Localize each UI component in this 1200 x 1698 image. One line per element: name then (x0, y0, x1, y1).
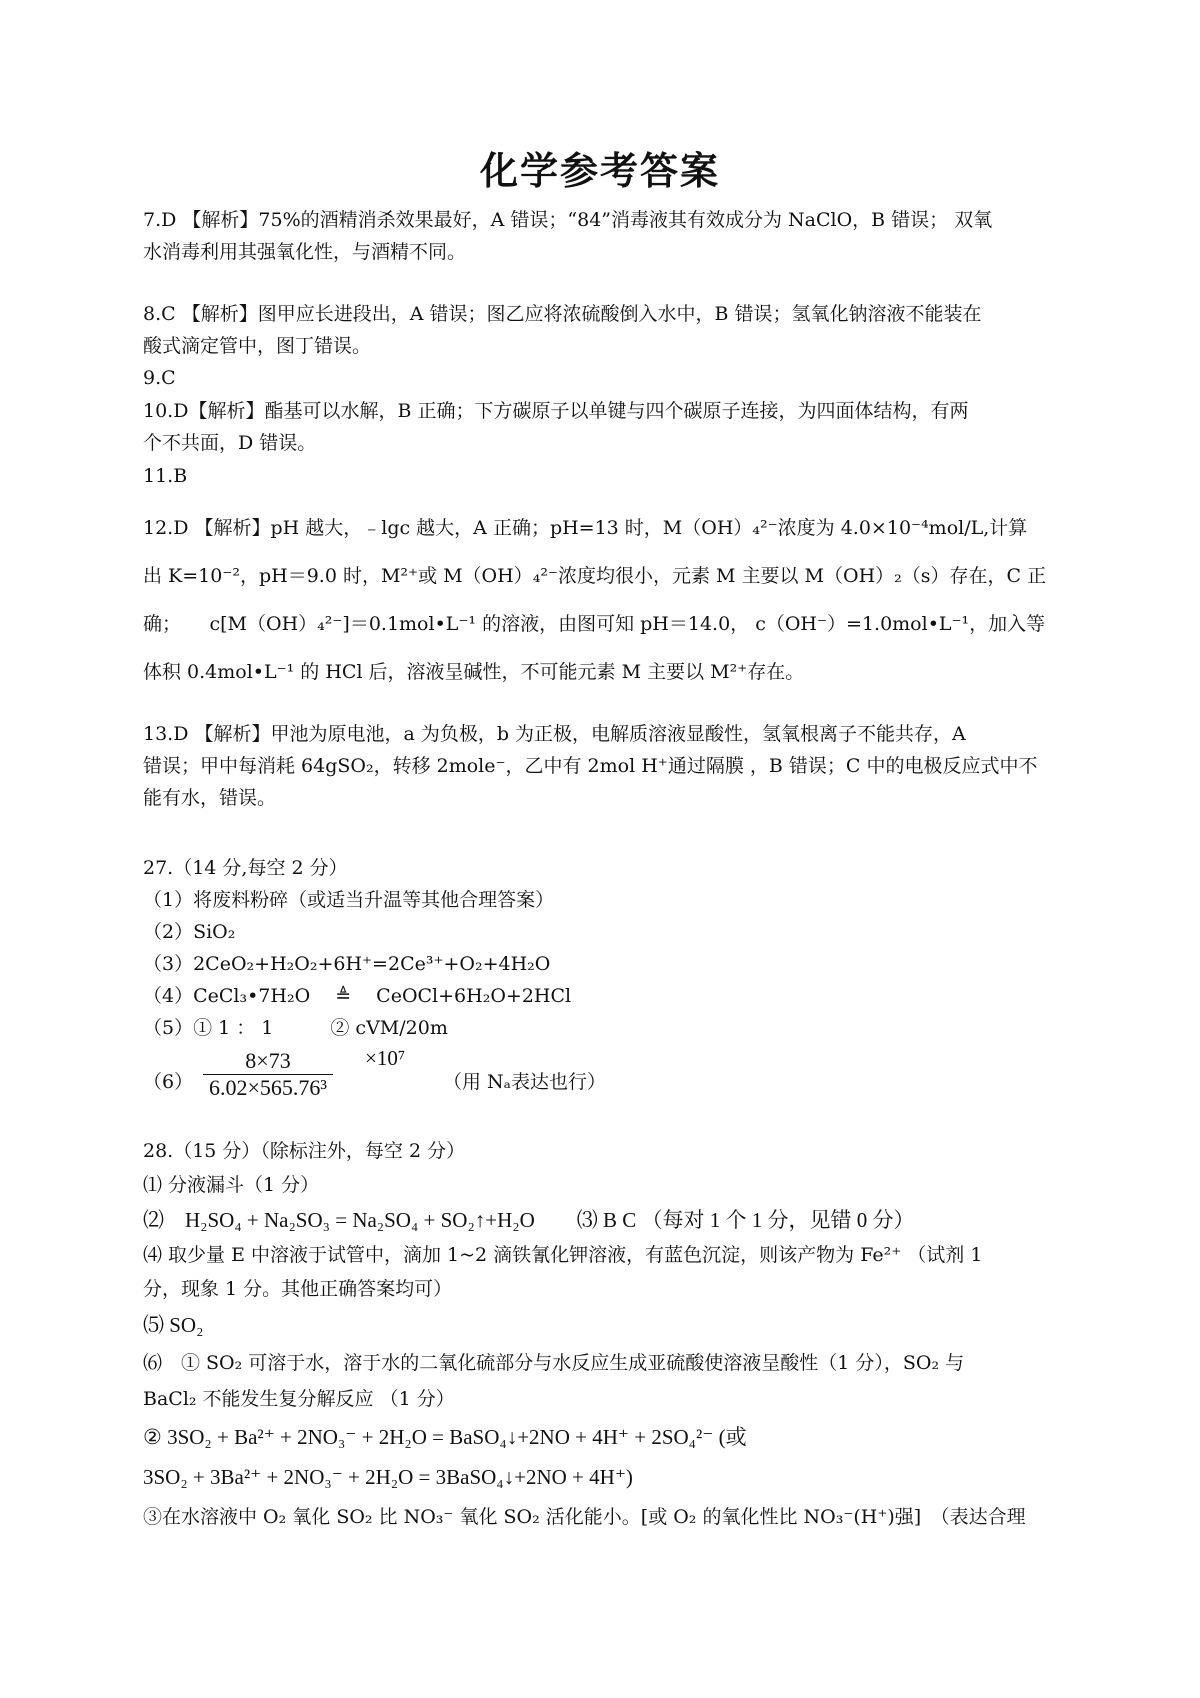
answer-11-line: 11.B (143, 465, 188, 487)
answer-28-part-6-line-5: ③在水溶液中 O₂ 氧化 SO₂ 比 NO₃⁻ 氧化 SO₂ 活化能小。[或 O₂ 的氧化性比 NO₃⁻(H⁺)强] （表达合理 (143, 1506, 1026, 1528)
answer-27-part-3: （3）2CeO₂+H₂O₂+6H⁺=2Ce³⁺+O₂+4H₂O (143, 953, 551, 975)
answer-28 (143, 1134, 1063, 1538)
answer-12-line-3: 确； c[M（OH）₄²⁻]＝0.1mol•L⁻¹ 的溶液，由图可知 pH＝14.0， c（OH⁻）=1.0mol•L⁻¹，加入等 (143, 613, 1046, 635)
answer-27-part-6 (143, 1044, 1063, 1110)
answer-8 (143, 298, 1063, 362)
fraction-denominator: 6.02×565.76³ (203, 1074, 333, 1101)
page-title: 化学参考答案 (479, 148, 720, 193)
answer-27-header: 27.（14 分,每空 2 分） (143, 857, 348, 879)
answer-28-part-1: ⑴ 分液漏斗（1 分） (143, 1174, 320, 1196)
answer-12-line-1: 12.D 【解析】pH 越大，﹣lgc 越大，A 正确；pH=13 时，M（OH）₄²⁻浓度为 4.0×10⁻⁴mol/L,计算 (143, 517, 1028, 539)
answer-27-part-2: （2）SiO₂ (143, 921, 236, 943)
answer-7-line-2: 水消毒利用其强氧化性，与酒精不同。 (143, 241, 467, 263)
answer-8-line-1: 8.C 【解析】图甲应长进段出，A 错误；图乙应将浓硫酸倒入水中，B 错误；氢氧化钠溶液不能装在 (143, 303, 982, 325)
answer-28-part-2-3: ⑵ H₂SO₄ + Na₂SO₃ = Na₂SO₄ + SO₂↑+H₂O ⑶ B C （每对 1 个 1 分，见错 0 分） (143, 1208, 915, 1232)
answer-10-line-2: 个不共面，D 错误。 (143, 432, 317, 454)
answer-7 (143, 204, 1063, 268)
answer-9 (143, 362, 1063, 394)
answer-13-line-1: 13.D 【解析】甲池为原电池，a 为负极，b 为正极，电解质溶液显酸性，氢氧根离子不能共存，A (143, 723, 966, 745)
answer-27-fraction (203, 1048, 333, 1101)
answer-28-header: 28.（15 分）（除标注外，每空 2 分） (143, 1140, 466, 1162)
answer-27-part-4: （4）CeCl₃•7H₂O ≜ CeOCl+6H₂O+2HCl (143, 985, 572, 1007)
answer-8-line-2: 酸式滴定管中，图丁错误。 (143, 335, 372, 357)
answer-27-part-5: （5）① 1 ： 1 ② cVM/20m (143, 1017, 448, 1039)
answer-12 (143, 504, 1063, 696)
answer-27-part-6-label: （6） (143, 1071, 194, 1093)
answer-13 (143, 718, 1063, 814)
answer-11 (143, 460, 1063, 492)
answer-28-part-4-line-1: ⑷ 取少量 E 中溶液于试管中，滴加 1~2 滴铁氰化钾溶液，有蓝色沉淀，则该产物为 Fe²⁺ （试剂 1 (143, 1244, 983, 1266)
answer-28-part-6-line-3: ② 3SO₂ + Ba²⁺ + 2NO₃⁻ + 2H₂O = BaSO₄↓+2NO + 4H⁺ + 2SO₄²⁻ (或 (143, 1425, 747, 1449)
answer-9-line: 9.C (143, 367, 176, 389)
answer-27-multiplier: ×10⁷ (365, 1046, 406, 1070)
answer-10-line-1: 10.D【解析】酯基可以水解，B 正确；下方碳原子以单键与四个碳原子连接，为四面体结构，有两 (143, 400, 969, 422)
answer-27-part-1: （1）将废料粉碎（或适当升温等其他合理答案） (143, 889, 555, 911)
answer-28-part-6-line-1: ⑹ ① SO₂ 可溶于水，溶于水的二氧化硫部分与水反应生成亚硫酸使溶液呈酸性（1 分），SO₂ 与 (143, 1352, 965, 1374)
fraction-numerator: 8×73 (245, 1048, 291, 1073)
answer-28-part-6-line-4: 3SO₂ + 3Ba²⁺ + 2NO₃⁻ + 2H₂O = 3BaSO₄↓+2NO + 4H⁺) (143, 1465, 633, 1489)
answer-28-part-5: ⑸ SO₂ (143, 1313, 204, 1337)
answer-12-line-4: 体积 0.4mol•L⁻¹ 的 HCl 后，溶液呈碱性，不可能元素 M 主要以 M²⁺存在。 (143, 661, 805, 683)
answer-13-line-3: 能有水，错误。 (143, 787, 277, 809)
answer-27 (143, 852, 1063, 1110)
answer-28-part-6-line-2: BaCl₂ 不能发生复分解反应 （1 分） (143, 1388, 455, 1410)
answer-27-note: （用 Nₐ表达也行） (443, 1071, 606, 1093)
answer-10 (143, 395, 1063, 459)
answer-28-part-4-line-2: 分，现象 1 分。其他正确答案均可） (143, 1278, 453, 1300)
answer-13-line-2: 错误；甲中每消耗 64gSO₂，转移 2mole⁻，乙中有 2mol H⁺通过隔膜 ，B 错误；C 中的电极反应式中不 (143, 755, 1038, 777)
answer-12-line-2: 出 K=10⁻²，pH＝9.0 时，M²⁺或 M（OH）₄²⁻浓度均很小，元素 M 主要以 M（OH）₂（s）存在，C 正 (143, 565, 1047, 587)
answer-7-line-1: 7.D 【解析】75%的酒精消杀效果最好，A 错误；“84”消毒液其有效成分为 NaClO，B 错误； 双氧 (143, 209, 993, 231)
